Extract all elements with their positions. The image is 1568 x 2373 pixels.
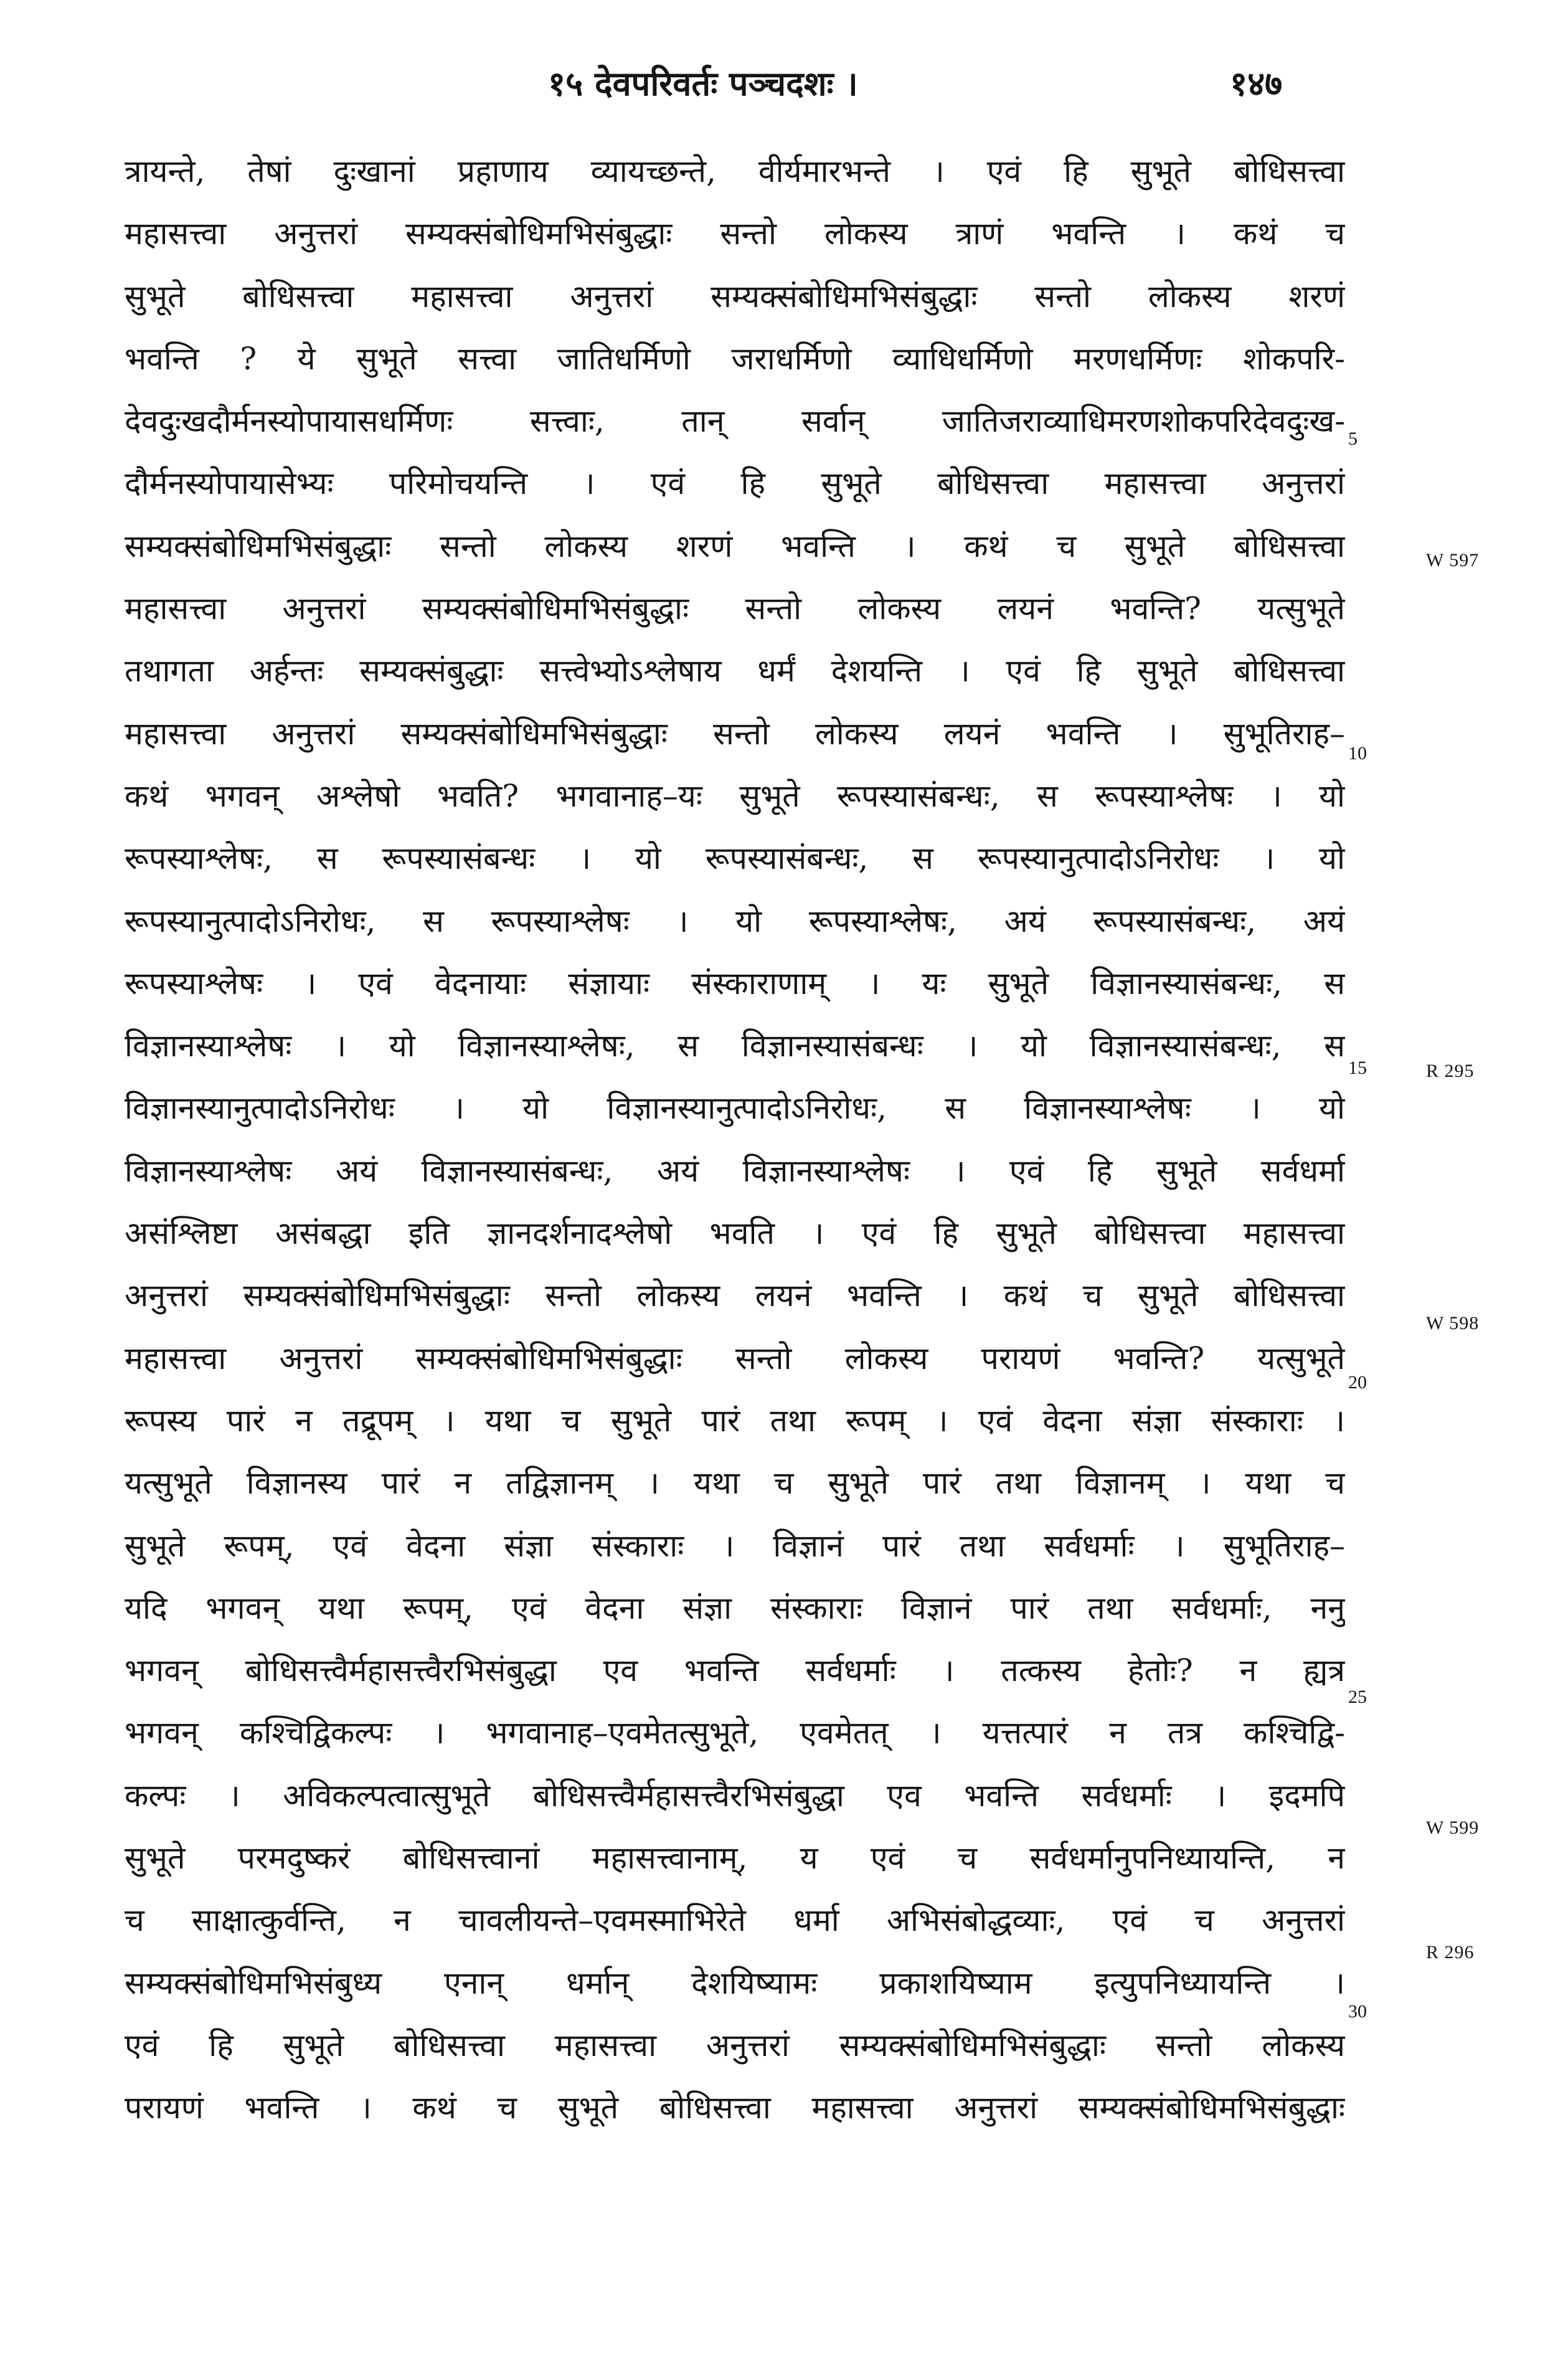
text-line: एवं हि सुभूते बोधिसत्त्वा महासत्त्वा अनुत्तरां सम्यक्संबोधिमभिसंबुद्धाः सन्तो लोकस्य (125, 2027, 1345, 2063)
text-line: यदि भगवन् यथा रूपम्, एवं वेदना संज्ञा संस्काराः विज्ञानं पारं तथा सर्वधर्माः, ननु (125, 1589, 1345, 1626)
text-line: भवन्ति ? ये सुभूते सत्त्वा जातिधर्मिणो जराधर्मिणो व्याधिधर्मिणो मरणधर्मिणः शोकपरि- (125, 340, 1345, 377)
text-line: च साक्षात्कुर्वन्ति, न चावलीयन्ते–एवमस्माभिरेते धर्मा अभिसंबोद्धव्याः, एवं च अनुत्तरां (125, 1902, 1345, 1939)
page-number: १४७ (1230, 64, 1283, 103)
line-number: 30 (1348, 2001, 1367, 2022)
text-line: सुभूते बोधिसत्त्वा महासत्त्वा अनुत्तरां सम्यक्संबोधिमभिसंबुद्धाः सन्तो लोकस्य शरणं (125, 278, 1345, 315)
text-line: रूपस्याश्लेषः, स रूपस्यासंबन्धः । यो रूपस्यासंबन्धः, स रूपस्यानुत्पादोऽनिरोधः । यो (125, 840, 1345, 877)
text-line: कथं भगवन् अश्लेषो भवति? भगवानाह–यः सुभूते रूपस्यासंबन्धः, स रूपस्याश्लेषः । यो (125, 777, 1345, 814)
margin-reference: R 296 (1426, 1942, 1475, 1963)
line-number: 20 (1348, 1372, 1367, 1393)
text-line: महासत्त्वा अनुत्तरां सम्यक्संबोधिमभिसंबुद्धाः सन्तो लोकस्य परायणं भवन्ति? यत्सुभूते (125, 1340, 1345, 1376)
margin-reference: W 599 (1426, 1817, 1480, 1838)
text-line: यत्सुभूते विज्ञानस्य पारं न तद्विज्ञानम् । यथा च सुभूते पारं तथा विज्ञानम् । यथा च (125, 1465, 1345, 1502)
text-line: सुभूते परमदुष्करं बोधिसत्त्वानां महासत्त्वानाम्, य एवं च सर्वधर्मानुपनिध्यायन्ति, न (125, 1840, 1345, 1877)
text-line: परायणं भवन्ति । कथं च सुभूते बोधिसत्त्वा महासत्त्वा अनुत्तरां सम्यक्संबोधिमभिसंबुद्धाः (125, 2090, 1345, 2126)
text-line: कल्पः । अविकल्पत्वात्सुभूते बोधिसत्त्वैर्महासत्त्वैरभिसंबुद्धा एव भवन्ति सर्वधर्माः । इदमपि (125, 1777, 1345, 1814)
line-number: 15 (1348, 1058, 1367, 1078)
text-line: रूपस्याश्लेषः । एवं वेदनायाः संज्ञायाः संस्काराणाम् । यः सुभूते विज्ञानस्यासंबन्धः, स (125, 965, 1345, 1002)
page-header (0, 59, 1568, 115)
text-line: त्रायन्ते, तेषां दुःखानां प्रहाणाय व्यायच्छन्ते, वीर्यमारभन्ते । एवं हि सुभूते बोधिसत्त्वा (125, 153, 1345, 189)
text-line: सम्यक्संबोधिमभिसंबुध्य एनान् धर्मान् देशयिष्यामः प्रकाशयिष्याम इत्युपनिध्यायन्ति । (125, 1964, 1345, 2001)
text-line: सम्यक्संबोधिमभिसंबुद्धाः सन्तो लोकस्य शरणं भवन्ति । कथं च सुभूते बोधिसत्त्वा (125, 528, 1345, 564)
running-title: १५ देवपरिवर्तः पञ्चदशः । (548, 64, 858, 103)
text-line: रूपस्य पारं न तद्रूपम् । यथा च सुभूते पारं तथा रूपम् । एवं वेदना संज्ञा संस्काराः । (125, 1402, 1345, 1439)
line-number: 25 (1348, 1687, 1367, 1707)
text-line: अनुत्तरां सम्यक्संबोधिमभिसंबुद्धाः सन्तो लोकस्य लयनं भवन्ति । कथं च सुभूते बोधिसत्त्वा (125, 1277, 1345, 1314)
margin-reference: W 597 (1426, 550, 1480, 571)
text-line: विज्ञानस्यानुत्पादोऽनिरोधः । यो विज्ञानस्यानुत्पादोऽनिरोधः, स विज्ञानस्याश्लेषः । यो (125, 1090, 1345, 1127)
text-line: भगवन् कश्चिद्विकल्पः । भगवानाह–एवमेतत्सुभूते, एवमेतत् । यत्तत्पारं न तत्र कश्चिद्वि- (125, 1715, 1345, 1751)
text-line: असंश्लिष्टा असंबद्धा इति ज्ञानदर्शनादश्लेषो भवति । एवं हि सुभूते बोधिसत्त्वा महासत्त्वा (125, 1215, 1345, 1252)
margin-reference: R 295 (1426, 1061, 1475, 1081)
text-line: सुभूते रूपम्, एवं वेदना संज्ञा संस्काराः । विज्ञानं पारं तथा सर्वधर्माः । सुभूतिराह– (125, 1527, 1345, 1564)
text-line: विज्ञानस्याश्लेषः । यो विज्ञानस्याश्लेषः, स विज्ञानस्यासंबन्धः । यो विज्ञानस्यासंबन्धः, स (125, 1028, 1345, 1064)
text-line: रूपस्यानुत्पादोऽनिरोधः, स रूपस्याश्लेषः । यो रूपस्याश्लेषः, अयं रूपस्यासंबन्धः, अयं (125, 902, 1345, 939)
text-line: महासत्त्वा अनुत्तरां सम्यक्संबोधिमभिसंबुद्धाः सन्तो लोकस्य लयनं भवन्ति? यत्सुभूते (125, 590, 1345, 627)
line-number: 5 (1348, 429, 1358, 449)
text-line: भगवन् बोधिसत्त्वैर्महासत्त्वैरभिसंबुद्धा एव भवन्ति सर्वधर्माः । तत्कस्य हेतोः? न ह्यत्र (125, 1652, 1345, 1689)
text-line: महासत्त्वा अनुत्तरां सम्यक्संबोधिमभिसंबुद्धाः सन्तो लोकस्य त्राणं भवन्ति । कथं च (125, 216, 1345, 252)
text-line: महासत्त्वा अनुत्तरां सम्यक्संबोधिमभिसंबुद्धाः सन्तो लोकस्य लयनं भवन्ति । सुभूतिराह– (125, 715, 1345, 752)
text-line: विज्ञानस्याश्लेषः अयं विज्ञानस्यासंबन्धः, अयं विज्ञानस्याश्लेषः । एवं हि सुभूते सर्वधर्मा (125, 1152, 1345, 1189)
line-number: 10 (1348, 743, 1367, 764)
text-line: देवदुःखदौर्मनस्योपायासधर्मिणः सत्त्वाः, तान् सर्वान् जातिजराव्याधिमरणशोकपरिदेवदुःख- (125, 403, 1345, 440)
text-line: दौर्मनस्योपायासेभ्यः परिमोचयन्ति । एवं हि सुभूते बोधिसत्त्वा महासत्त्वा अनुत्तरां (125, 465, 1345, 502)
text-line: तथागता अर्हन्तः सम्यक्संबुद्धाः सत्त्वेभ्योऽश्लेषाय धर्मं देशयन्ति । एवं हि सुभूते बोधिसत्त्वा (125, 653, 1345, 689)
margin-reference: W 598 (1426, 1313, 1480, 1333)
body-text (125, 140, 1345, 2139)
